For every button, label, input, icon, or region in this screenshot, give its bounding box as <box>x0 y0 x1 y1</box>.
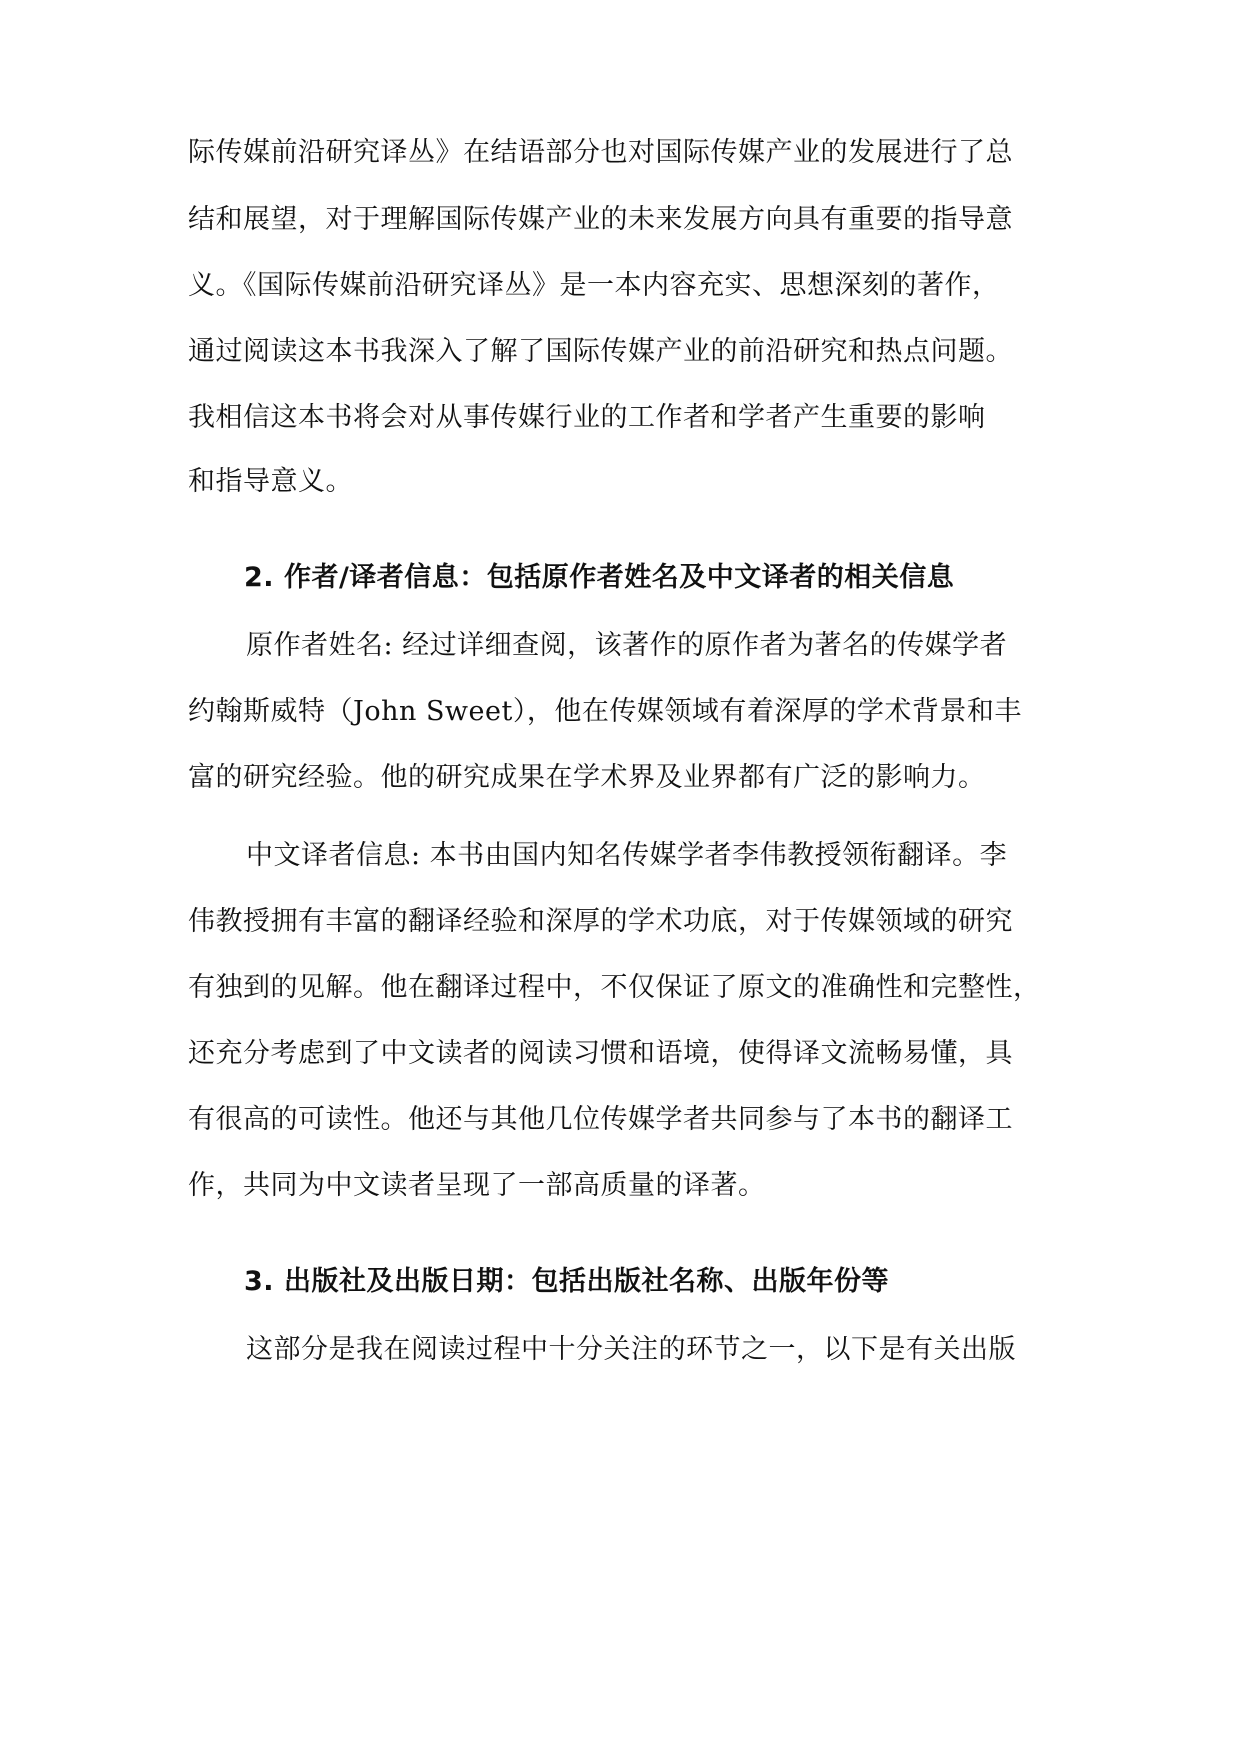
paragraph-line: 还充分考虑到了中文读者的阅读习惯和语境，使得译文流畅易懂，具 <box>188 1038 1013 1069</box>
paragraph-line: 义。《国际传媒前沿研究译丛》是一本内容充实、思想深刻的著作， <box>188 270 1000 301</box>
section-heading: 2. 作者/译者信息：包括原作者姓名及中文译者的相关信息 <box>244 562 955 593</box>
paragraph-line: 伟教授拥有丰富的翻译经验和深厚的学术功底，对于传媒领域的研究 <box>188 906 1013 937</box>
paragraph-line: 约翰斯威特（John Sweet），他在传媒领域有着深厚的学术背景和丰 <box>188 696 1022 727</box>
section-heading: 3. 出版社及出版日期：包括出版社名称、出版年份等 <box>244 1266 889 1297</box>
paragraph-line: 原作者姓名: 经过详细查阅，该著作的原作者为著名的传媒学者 <box>246 630 1008 661</box>
paragraph-line: 和指导意义。 <box>188 466 353 497</box>
paragraph-line: 际传媒前沿研究译丛》在结语部分也对国际传媒产业的发展进行了总 <box>188 137 1013 168</box>
paragraph-line: 这部分是我在阅读过程中十分关注的环节之一，以下是有关出版 <box>246 1334 1016 1365</box>
paragraph-line: 通过阅读这本书我深入了解了国际传媒产业的前沿研究和热点问题。 <box>188 336 1013 367</box>
paragraph-line: 中文译者信息: 本书由国内知名传媒学者李伟教授领衔翻译。李 <box>246 840 1008 871</box>
paragraph-line: 结和展望，对于理解国际传媒产业的未来发展方向具有重要的指导意 <box>188 204 1013 235</box>
paragraph-line: 有很高的可读性。他还与其他几位传媒学者共同参与了本书的翻译工 <box>188 1104 1013 1135</box>
paragraph-line: 富的研究经验。他的研究成果在学术界及业界都有广泛的影响力。 <box>188 762 986 793</box>
paragraph-line: 我相信这本书将会对从事传媒行业的工作者和学者产生重要的影响 <box>188 402 986 433</box>
paragraph-line: 有独到的见解。他在翻译过程中，不仅保证了原文的准确性和完整性， <box>188 972 1041 1003</box>
paragraph-line: 作，共同为中文读者呈现了一部高质量的译著。 <box>188 1170 766 1201</box>
